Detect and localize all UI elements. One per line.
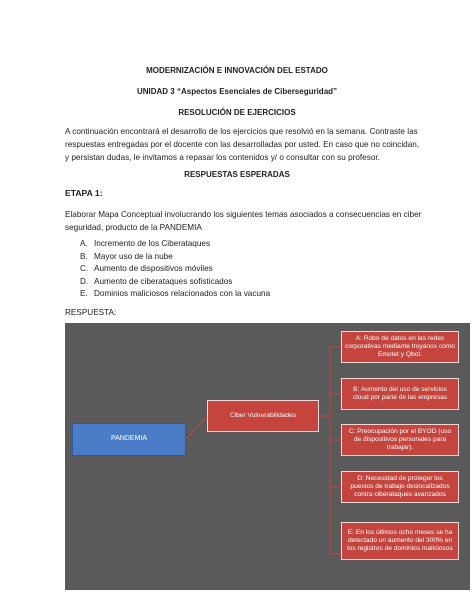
list-item: D. Aumento de ciberataques sofisticados [80,276,233,286]
expected-answers-title: RESPUESTAS ESPERADAS [184,170,290,179]
connector-root-middle [186,416,207,439]
result-node-c: C: Preocupación por el BYOD (uso de dispositivos personales para trabajar). [341,424,459,456]
list-item: A. Incremento de los Ciberataques [80,239,211,248]
document-title: MODERNIZACIÓN E INNOVACIÓN DEL ESTADO [146,66,328,75]
result-node-b: B: Aumento del uso de servicios cloud por parte de las empresas [341,378,459,410]
pandemia-node: PANDEMIA [72,423,186,456]
intro-paragraph: A continuación encontrará el desarrollo de los ejercicios que resolvió en la semana. Contraste las respuestas entregadas por el docente con las desarrolladas por usted. En caso que no coincidan, y persistan dudas, le invitamos a repasar los contenidos y/ o consultar con su profesor. [65,127,420,162]
list-item: E. Dominios maliciosos relacionados con la vacuna [80,289,271,299]
result-node-a: A: Robo de datos en las redes corporativas mediante troyanos como Emotet y Qbot. [341,331,459,363]
section-title: RESOLUCIÓN DE EJERCICIOS [178,108,296,117]
task-paragraph: Elaborar Mapa Conceptual involucrando los siguientes temas asociados a consecuencias en ciber seguridad, producto de la PANDEMIA [65,210,422,232]
result-node-d: D: Necesidad de proteger los puestos de trabajo deslocalizados contra ciberataques avanzados [341,471,459,503]
stage-heading: ETAPA 1: [65,188,103,198]
result-node-e: E: En los últimos ocho meses se ha detectado un aumento del 300% en los registros de dominios maliciosos [341,522,459,560]
concept-map [65,323,470,590]
response-label: RESPUESTA: [65,308,117,317]
list-item: B. Mayor uso de la nube [80,251,173,261]
unit-title: UNIDAD 3 “Aspectos Esenciales de Ciberseguridad” [136,87,338,96]
topic-list [80,238,270,301]
list-item: C. Aumento de dispositivos móviles [80,264,213,274]
ciber-vulnerabilidades-node: Ciber Vulnerabilidades [207,400,319,432]
